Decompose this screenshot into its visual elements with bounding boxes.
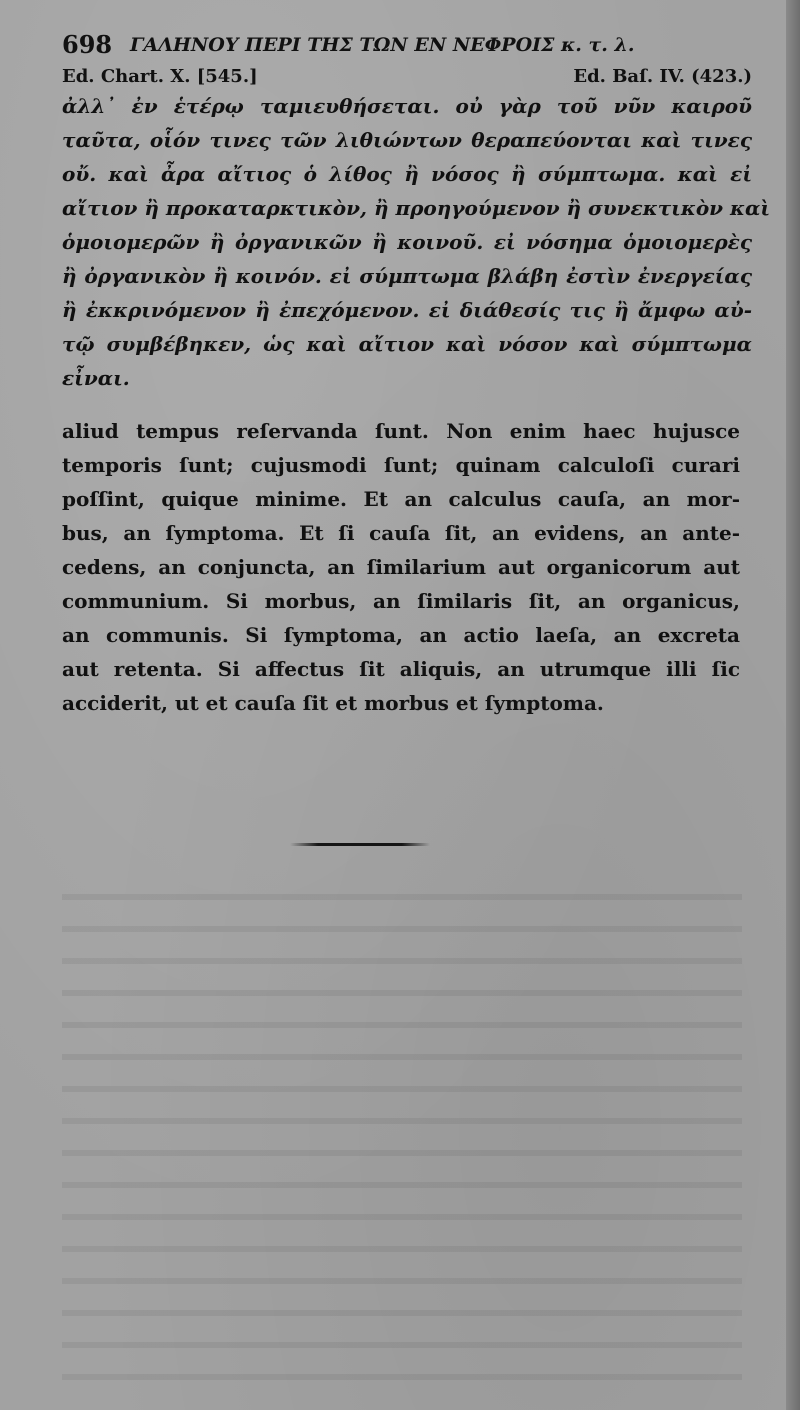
page-number: 698	[62, 30, 113, 59]
greek-text-block	[62, 89, 771, 395]
greek-line: ἀλλ᾽ ἐν ἑτέρῳ ταμιευθήσεται. οὐ γὰρ τοῦ νῦν καιροῦ	[62, 94, 752, 118]
greek-line: αἴτιον ἢ προκαταρκτικὸν, ἢ προηγούμενον ἢ συνεκτικὸν καὶ	[62, 196, 771, 220]
bleed-through-texture	[62, 880, 742, 1380]
latin-line: poſſint, quique minime. Et an calculus cauſa, an mor-	[62, 487, 740, 511]
latin-line: aliud tempus reſervanda ſunt. Non enim haec hujusce	[62, 419, 740, 443]
greek-line: τῷ συμβέβηκεν, ὡς καὶ αἴτιον καὶ νόσον καὶ σύμπτωμα	[62, 332, 752, 356]
greek-line: ὁμοιομερῶν ἢ ὀργανικῶν ἢ κοινοῦ. εἰ νόσημα ὁμοιομερὲς	[62, 230, 752, 254]
greek-line: ἢ ἐκκρινόμενον ἢ ἐπεχόμενον. εἰ διάθεσίς τις ἢ ἄμφω αὐ-	[62, 298, 752, 322]
latin-line: bus, an ſymptoma. Et ſi cauſa ſit, an evidens, an ante-	[62, 521, 740, 545]
section-divider	[290, 843, 430, 846]
running-title: ΓΑΛΗΝΟΥ ΠΕΡΙ ΤΗΣ ΤΩΝ ΕΝ ΝΕΦΡΟΙΣ κ. τ. λ.	[130, 34, 635, 56]
latin-line: an communis. Si ſymptoma, an actio laeſa, an excreta	[62, 623, 740, 647]
greek-line: ταῦτα, οἷόν τινες τῶν λιθιώντων θεραπεύονται καὶ τινες	[62, 128, 752, 152]
latin-text-block	[62, 414, 740, 720]
page-header	[62, 30, 752, 64]
greek-line: οὔ. καὶ ἆρα αἴτιος ὁ λίθος ἢ νόσος ἢ σύμπτωμα. καὶ εἰ	[62, 162, 752, 186]
edition-chart-reference: Ed. Chart. X. [545.]	[62, 66, 258, 87]
latin-line: aut retenta. Si affectus ſit aliquis, an utrumque illi ſic	[62, 657, 740, 681]
latin-line: acciderit, ut et cauſa ſit et morbus et ſymptoma.	[62, 691, 604, 715]
edition-basel-reference: Ed. Baſ. IV. (423.)	[573, 66, 752, 87]
greek-line: ἢ ὀργανικὸν ἢ κοινόν. εἰ σύμπτωμα βλάβη ἐστὶν ἐνεργείας	[62, 264, 752, 288]
edition-references	[62, 66, 752, 90]
latin-line: temporis ſunt; cujusmodi ſunt; quinam calculoſi curari	[62, 453, 740, 477]
latin-line: cedens, an conjuncta, an ſimilarium aut organicorum aut	[62, 555, 740, 579]
latin-line: communium. Si morbus, an ſimilaris ſit, an organicus,	[62, 589, 740, 613]
page-edge-shadow	[786, 0, 800, 1410]
greek-line: εἶναι.	[62, 366, 130, 390]
